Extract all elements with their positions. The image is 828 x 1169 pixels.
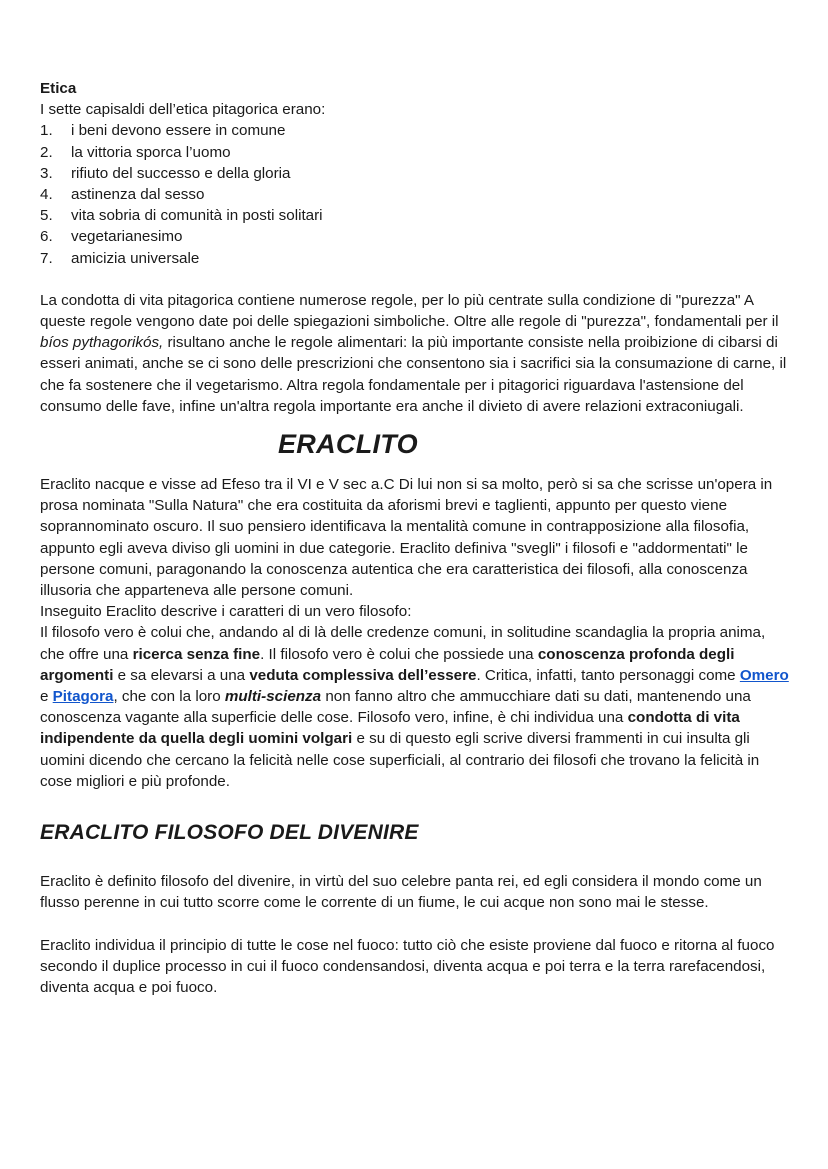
eraclito-paragraph-3 — [40, 622, 790, 792]
list-number: 3. — [40, 164, 53, 182]
eraclito-paragraph-2: Inseguito Eraclito descrive i caratteri di un vero filosofo: — [40, 603, 412, 621]
bold-term: conoscenza profonda degli argomenti — [40, 645, 735, 684]
text-run: La condotta di vita pitagorica contiene numerose regole, per lo più centrate sulla condizione di "purezza" A queste regole vengono date poi delle spiegazioni simboliche. Oltre alle regole di "purezza", fondamentali per il — [40, 291, 779, 331]
list-number: 2. — [40, 143, 53, 161]
divenire-paragraph-2: Eraclito individua il principio di tutte le cose nel fuoco: tutto ciò che esiste proviene dal fuoco e ritorna al fuoco secondo il duplice processo in cui il fuoco condensandosi, diventa acqua e poi terra e la terra rarefacendosi, diventa acqua e poi fuoco. — [40, 936, 775, 996]
list-item — [40, 248, 790, 269]
text-run: , che con la loro — [113, 688, 225, 706]
list-text: vegetarianesimo — [71, 228, 183, 246]
bold-italic-term: multi-scienza — [224, 688, 322, 706]
list-item — [40, 163, 790, 184]
text-run: e — [40, 688, 53, 706]
list-text: vita sobria di comunità in posti solitari — [71, 207, 323, 225]
list-item — [40, 226, 790, 247]
list-number: 7. — [40, 249, 53, 267]
bold-term: condotta di vita indipendente da quella degli uomini volgari — [40, 709, 740, 748]
list-text: la vittoria sporca l’uomo — [71, 143, 231, 161]
eraclito-title: ERACLITO — [278, 429, 418, 460]
bold-term: veduta complessiva dell’essere — [249, 666, 477, 684]
divenire-title: ERACLITO FILOSOFO DEL DIVENIRE — [40, 821, 419, 845]
list-item — [40, 184, 790, 205]
document-page — [40, 78, 790, 998]
list-item — [40, 205, 790, 226]
pitagora-link[interactable]: Pitagora — [52, 688, 114, 706]
bold-term: ricerca senza fine — [132, 645, 261, 663]
list-number: 4. — [40, 186, 53, 204]
text-run: . Critica, infatti, tanto personaggi come — [476, 666, 740, 684]
list-text: amicizia universale — [71, 249, 200, 267]
text-run: non fanno altro che ammucchiare dati su dati, mantenendo una conoscenza vagante alla superficie delle cose. Filosofo vero, infine, è chi individua una — [40, 688, 751, 727]
italic-term: bíos pythagorikós, — [40, 334, 164, 352]
omero-link[interactable]: Omero — [739, 666, 789, 684]
list-number: 1. — [40, 122, 53, 140]
list-item — [40, 120, 790, 141]
etica-heading: Etica — [40, 80, 77, 97]
list-number: 6. — [40, 228, 53, 246]
list-text: astinenza dal sesso — [71, 186, 205, 204]
text-run: . Il filosofo vero è colui che possiede una — [260, 645, 538, 663]
text-run: Il filosofo vero è colui che, andando al di là delle credenze comuni, in solitudine scandaglia la propria anima, che offre una — [40, 624, 766, 663]
text-run: risultano anche le regole alimentari: la più importante consiste nella proibizione di cibarsi di esseri animati, anche se ci sono delle prescrizioni che consentono sia i sacrifici sia la consumazione di carne, il che fa sostenere che il vegetarismo. Altra regola fondamentale per i pitagorici riguardava l'astensione del consumo delle fave, infine un'altra regola importante era anche il divieto di avere relazioni extraconiugali. — [40, 334, 787, 415]
etica-list — [40, 120, 790, 268]
etica-intro: I sette capisaldi dell’etica pitagorica erano: — [40, 101, 326, 119]
divenire-paragraph-1: Eraclito è definito filosofo del divenire, in virtù del suo celebre panta rei, ed egli considera il mondo come un flusso perenne in cui tutto scorre come le corrente di un fiume, le cui acque non sono mai le stesse. — [40, 873, 762, 912]
list-number: 5. — [40, 207, 53, 225]
list-text: i beni devono essere in comune — [71, 122, 286, 140]
list-text: rifiuto del successo e della gloria — [71, 164, 291, 182]
text-run: e sa elevarsi a una — [113, 666, 250, 684]
text-run: e su di questo egli scrive diversi frammenti in cui insulta gli uomini dicendo che cercano la felicità nelle cose superficiali, al contrario dei filosofi che trovano la felicità in cose migliori e più profonde. — [40, 730, 760, 790]
list-item — [40, 142, 790, 163]
eraclito-paragraph-1: Eraclito nacque e visse ad Efeso tra il VI e V sec a.C Di lui non si sa molto, però si sa che scrisse un'opera in prosa nominata "Sulla Natura" che era costituita da aforismi brevi e taglienti, appunto per questo viene soprannominato oscuro. Il suo pensiero identificava la mentalità comune in contrapposizione alla filosofia, appunto egli aveva diviso gli uomini in due categorie. Eraclito definiva "svegli" i filosofi e "addormentati" le persone comuni, paragonando la conoscenza autentica che era caratteristica dei filosofi, alla conoscenza illusoria che apparteneva alle persone comuni. — [40, 476, 773, 600]
etica-paragraph — [40, 290, 790, 417]
